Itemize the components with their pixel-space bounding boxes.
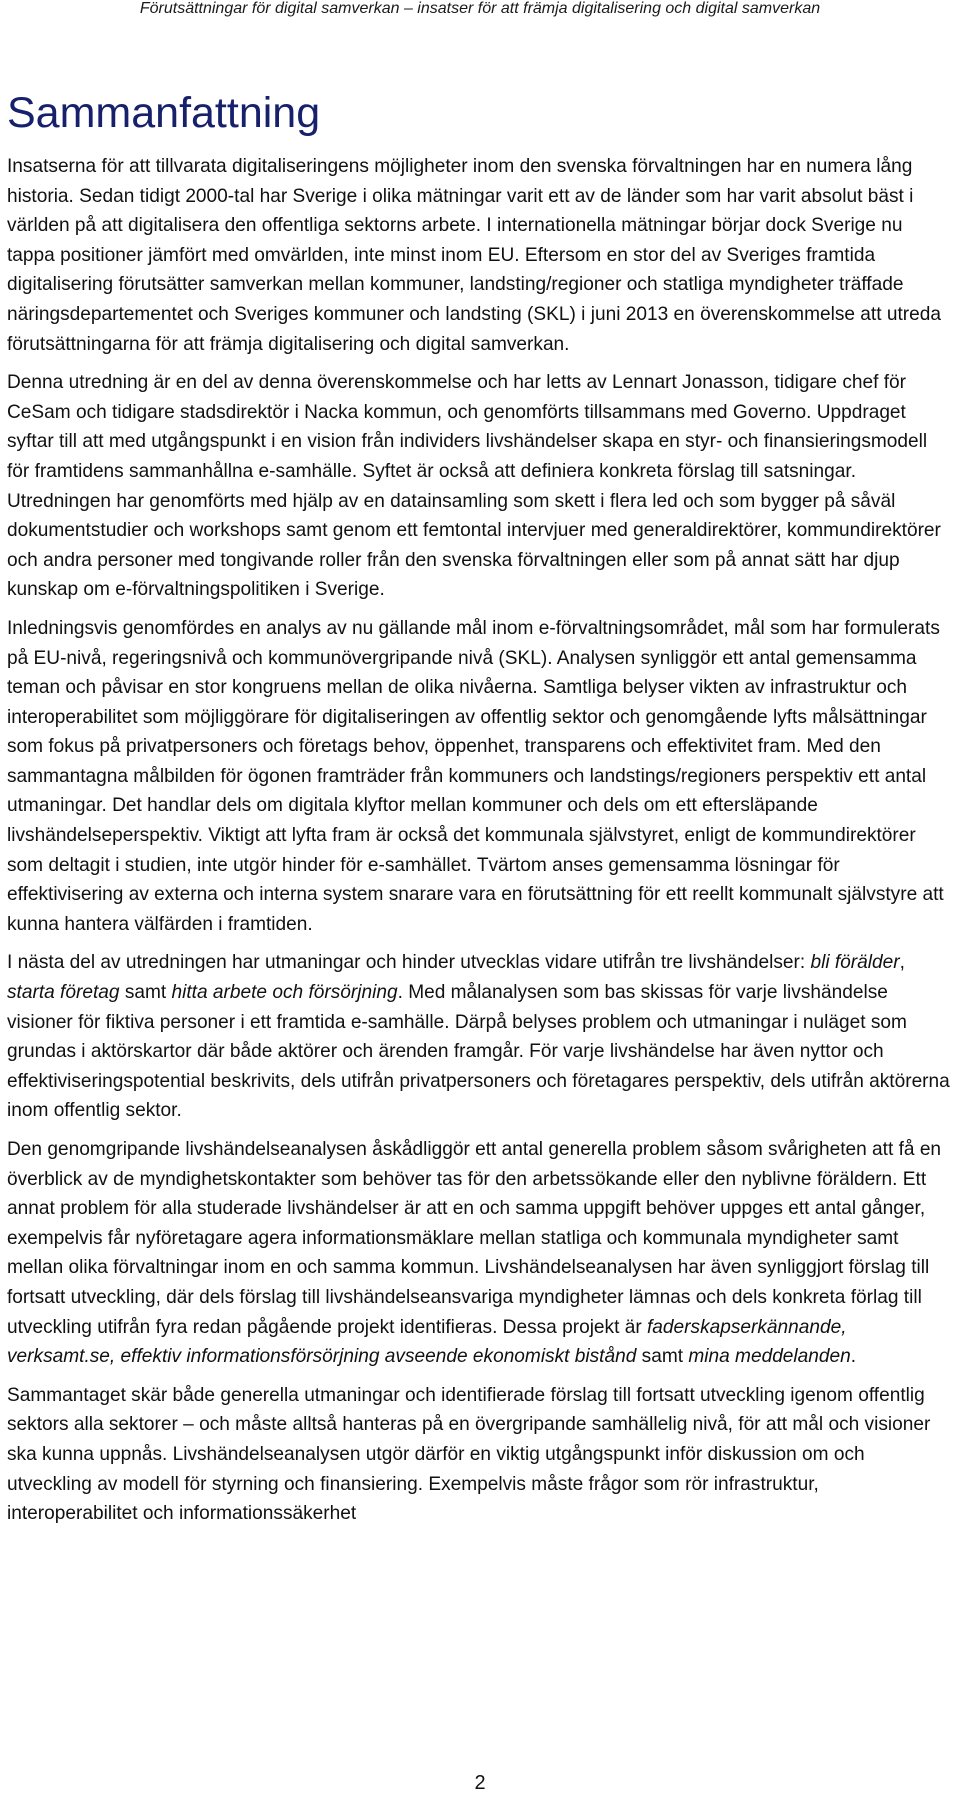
body-text	[7, 152, 951, 1538]
paragraph: Sammantaget skär både generella utmaningar och identifierade förslag till fortsatt utveckling igenom offentlig sektors alla sektorer – och måste alltså hanteras på en övergripande samhällelig nivå, för att mål och visioner ska kunna uppnås. Livshändelseanalysen utgör därför en viktig utgångspunkt inför diskussion om och utveckling av modell för styrning och finansiering. Exempelvis måste frågor som rör infrastruktur, interoperabilitet och informationssäkerhet	[7, 1384, 931, 1525]
text-run: ,	[899, 952, 905, 974]
text-run: samt	[636, 1346, 689, 1368]
italic-phrase: mina meddelanden	[688, 1346, 851, 1368]
text-run: . Med målanalysen som bas skissas för varje livshändelse visioner för fiktiva personer i ett framtida e-samhälle. Därpå belyses problem och utmaningar i nuläget som grundas i aktörskartor där både aktörer och ärenden framgår. För varje livshändelse har även nyttor och effektiviseringspotential beskrivits, dels utifrån privatpersoners och företagares perspektiv, dels utifrån aktörerna inom offentlig sektor.	[7, 982, 950, 1122]
text-run: samt	[119, 982, 172, 1004]
text-run: Den genomgripande livshändelseanalysen åskådliggör ett antal generella problem såsom svårigheten att få en överblick av de myndighetskontakter som behöver tas för den arbetssökande eller den nyblivne föräldern. Ett annat problem för alla studerade livshändelser är att en och samma uppgift behöver uppges ett antal gånger, exempelvis får nyföretagare agera informationsmäklare mellan statliga och kommunala myndigheter samt mellan olika förvaltningar inom en och samma kommun. Livshändelseanalysen har även synliggjort förslag till fortsatt utveckling, där dels förslag till livshändelseansvariga myndigheter lämnas och dels konkreta förlag till utveckling utifrån fyra redan pågående projekt identifieras. Dessa projekt är	[7, 1139, 942, 1338]
text-run: I nästa del av utredningen har utmaningar och hinder utvecklas vidare utifrån tre livshändelser:	[7, 952, 811, 974]
paragraph	[7, 948, 951, 1126]
italic-phrase: ,	[841, 1316, 847, 1338]
italic-phrase: starta företag	[7, 982, 120, 1004]
text-run: .	[850, 1346, 857, 1368]
italic-phrase: effektiv informationsförsörjning avseende ekonomiskt bistånd	[120, 1346, 637, 1368]
paragraph: Inledningsvis genomfördes en analys av nu gällande mål inom e-förvaltningsområdet, mål som har formulerats på EU-nivå, regeringsnivå och kommunövergripande nivå (SKL). Analysen synliggör ett antal gemensamma teman och påvisar en stor kongruens mellan de olika nivåerna. Samtliga belyser vikten av infrastruktur och interoperabilitet som möjliggörare för digitaliseringen av offentlig sektor och genomgående lyfts målsättningar som fokus på privatpersoners och företags behov, öppenhet, transparens och effektivitet fram. Med den sammantagna målbilden för ögonen framträder från kommuners och landstings/regioners perspektiv ett antal utmaningar. Det handlar dels om digitala klyftor mellan kommuner och dels om ett eftersläpande livshändelseperspektiv. Viktigt att lyfta fram är också det kommunala självstyret, enligt de kommundirektörer som deltagit i studien, inte utgör hinder för e-samhället. Tvärtom anses gemensamma lösningar för effektivisering av externa och interna system snarare vara en förutsättning för ett reellt kommunalt självstyre att kunna hantera välfärden i framtiden.	[7, 617, 944, 935]
italic-phrase: faderskapserkännande	[647, 1316, 842, 1338]
italic-phrase: verksamt.se	[7, 1346, 110, 1368]
italic-phrase: hitta arbete och försörjning	[171, 982, 398, 1004]
section-title: Sammanfattning	[7, 89, 321, 137]
paragraph: Denna utredning är en del av denna överenskommelse och har letts av Lennart Jonasson, tidigare chef för CeSam och tidigare stadsdirektör i Nacka kommun, och genomförts tillsammans med Governo. Uppdraget syftar till att med utgångspunkt i en vision från individers livshändelser skapa en styr- och finansieringsmodell för framtidens sammanhållna e-samhälle. Syftet är också att definiera konkreta förslag till satsningar. Utredningen har genomförts med hjälp av en datainsamling som skett i flera led och som bygger på såväl dokumentstudier och workshops samt genom ett femtontal intervjuer med generaldirektörer, kommundirektörer och andra personer med tongivande roller från den svenska förvaltningen eller som på annat sätt har djup kunskap om e-förvaltningspolitiken i Sverige.	[7, 372, 941, 601]
paragraph: Insatserna för att tillvarata digitaliseringens möjligheter inom den svenska förvaltningen har en numera lång historia. Sedan tidigt 2000-tal har Sverige i olika mätningar varit ett av de länder som har varit absolut bäst i världen på att digitalisera den offentliga sektorns arbete. I internationella mätningar börjar dock Sverige nu tappa positioner jämfört med omvärlden, inte minst inom EU. Eftersom en stor del av Sveriges framtida digitalisering förutsätter samverkan mellan kommuner, landsting/regioner och statliga myndigheter träffade näringsdepartementet och Sveriges kommuner och landsting (SKL) i juni 2013 en överenskommelse att utreda förutsättningarna för att främja digitalisering och digital samverkan.	[7, 156, 941, 355]
italic-phrase: bli förälder	[810, 952, 900, 974]
running-header: Förutsättningar för digital samverkan – insatser för att främja digitalisering och digital samverkan	[139, 0, 821, 17]
paragraph	[7, 1135, 951, 1372]
page-number: 2	[474, 1772, 486, 1794]
italic-phrase: ,	[109, 1346, 121, 1368]
